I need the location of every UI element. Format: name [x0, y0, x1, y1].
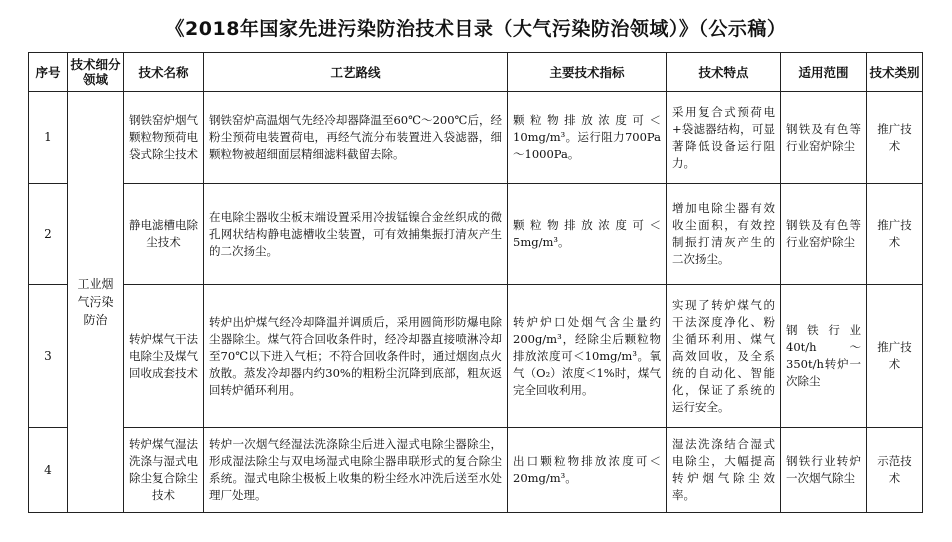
- row-type: 推广技术: [867, 285, 923, 428]
- row-features: 增加电除尘器有效收尘面积，有效控制振打清灰产生的二次扬尘。: [667, 184, 781, 285]
- header-row: [29, 53, 923, 92]
- row-seq: 3: [29, 285, 68, 428]
- row-indicators: 颗粒物排放浓度可＜5mg/m³。: [508, 184, 667, 285]
- header-scope: 适用范围: [781, 53, 867, 92]
- row-scope: 钢铁行业转炉一次烟气除尘: [781, 428, 867, 513]
- row-features: 湿法洗涤结合湿式电除尘，大幅提高转炉烟气除尘效率。: [667, 428, 781, 513]
- row-name: 转炉煤气干法电除尘及煤气回收成套技术: [124, 285, 204, 428]
- row-seq: 4: [29, 428, 68, 513]
- row-scope: 钢铁及有色等行业窑炉除尘: [781, 184, 867, 285]
- row-indicators: 颗粒物排放浓度可＜10mg/m³。运行阻力700Pa～1000Pa。: [508, 92, 667, 184]
- row-name: 静电滤槽电除尘技术: [124, 184, 204, 285]
- row-seq: 2: [29, 184, 68, 285]
- header-features: 技术特点: [667, 53, 781, 92]
- table-row: [29, 92, 923, 184]
- row-indicators: 转炉炉口处烟气含尘量约200g/m³，经除尘后颗粒物排放浓度可＜10mg/m³。氧气（O₂）浓度＜1%时，煤气完全回收利用。: [508, 285, 667, 428]
- row-name: 钢铁窑炉烟气颗粒物预荷电袋式除尘技术: [124, 92, 204, 184]
- row-seq: 1: [29, 92, 68, 184]
- technology-catalog-table: [28, 52, 923, 513]
- table-row: [29, 428, 923, 513]
- table-row: [29, 285, 923, 428]
- category-cell: 工业烟气污染防治: [68, 92, 124, 513]
- row-type: 推广技术: [867, 184, 923, 285]
- header-seq: 序号: [29, 53, 68, 92]
- table-row: [29, 184, 923, 285]
- row-name: 转炉煤气湿法洗涤与湿式电除尘复合除尘技术: [124, 428, 204, 513]
- header-field: 技术细分领域: [68, 53, 124, 92]
- row-route: 钢铁窑炉高温烟气先经冷却器降温至60℃～200℃后，经粉尘预荷电装置荷电，再经气流分布装置进入袋滤器，细颗粒物被超细面层精细滤料截留去除。: [204, 92, 508, 184]
- row-route: 转炉一次烟气经湿法洗涤除尘后进入湿式电除尘器除尘，形成湿法除尘与双电场湿式电除尘器串联形式的复合除尘系统。湿式电除尘极板上收集的粉尘经水冲洗后送至水处理厂处理。: [204, 428, 508, 513]
- header-type: 技术类别: [867, 53, 923, 92]
- document-title: 《2018年国家先进污染防治技术目录（大气污染防治领域）》（公示稿）: [165, 18, 787, 40]
- header-route: 工艺路线: [204, 53, 508, 92]
- row-indicators: 出口颗粒物排放浓度可＜20mg/m³。: [508, 428, 667, 513]
- header-name: 技术名称: [124, 53, 204, 92]
- row-route: 在电除尘器收尘板末端设置采用冷拔锰镍合金丝织成的微孔网状结构静电滤槽收尘装置，可有效捕集振打清灰产生的二次扬尘。: [204, 184, 508, 285]
- row-route: 转炉出炉煤气经冷却降温并调质后，采用圆筒形防爆电除尘器除尘。煤气符合回收条件时，经冷却器直接喷淋冷却至70℃以下进入气柜；不符合回收条件时，通过烟囱点火放散。蒸发冷却器内约30%的粗粉尘沉降到底部，粗灰返回转炉循环利用。: [204, 285, 508, 428]
- row-type: 示范技术: [867, 428, 923, 513]
- header-indicators: 主要技术指标: [508, 53, 667, 92]
- row-features: 实现了转炉煤气的干法深度净化、粉尘循环利用、煤气高效回收，及全系统的自动化、智能化，保证了系统的运行安全。: [667, 285, 781, 428]
- row-features: 采用复合式预荷电+袋滤器结构，可显著降低设备运行阻力。: [667, 92, 781, 184]
- row-scope: 钢铁及有色等行业窑炉除尘: [781, 92, 867, 184]
- row-type: 推广技术: [867, 92, 923, 184]
- row-scope: 钢铁行业40t/h～350t/h转炉一次除尘: [781, 285, 867, 428]
